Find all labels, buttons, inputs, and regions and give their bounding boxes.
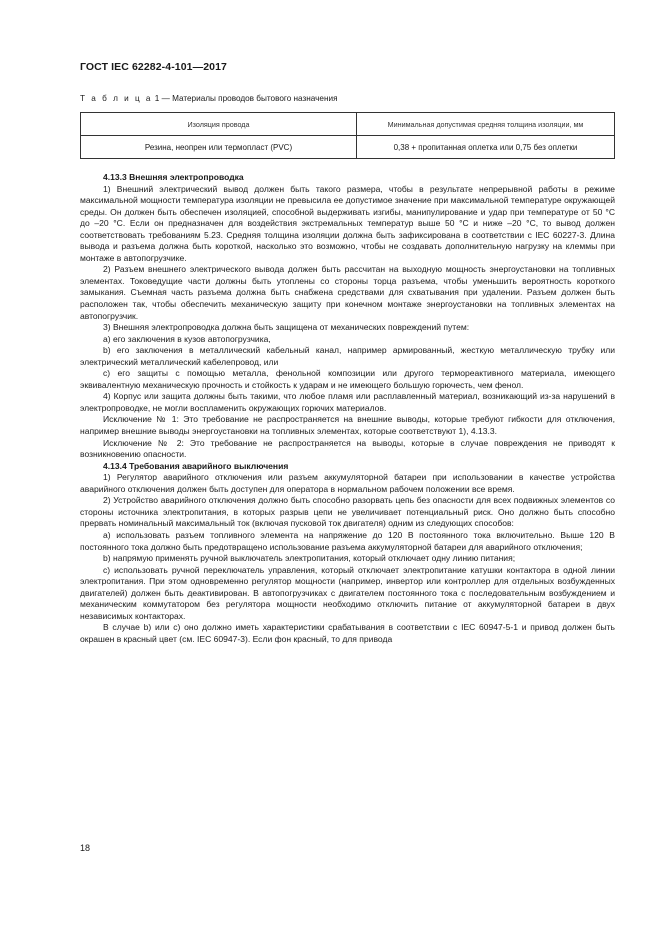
- list-item: a) использовать разъем топливного элемента на напряжение до 120 В постоянного тока включительно. Выше 120 В постоянного тока должно быть предотвращено использование разъема аккумуляторной батареи для аварийного отключения;: [80, 529, 615, 552]
- list-item: b) напрямую применять ручной выключатель электропитания, который отключает одну линию питания;: [103, 553, 516, 564]
- paragraph: 2) Устройство аварийного отключения должно быть способно разорвать цепь без опасности для всех подвижных элементов со стороны источника электропитания, в которых разрыв цепи не увеличивает потенциальный риск. Оно должно быть способно прервать номинальный максимальный ток (включая пусковой ток двигателя) одним из следующих способов:: [80, 495, 615, 529]
- list-item: b) его заключения в металлический кабельный канал, например армированный, жесткую металлическую трубку или электрический металлический кабелепровод, или: [80, 345, 615, 367]
- paragraph: 1) Регулятор аварийного отключения или разъем аккумуляторной батареи при использовании в качестве устройства аварийного отключения должен быть доступен для оператора в нормальном рабочем положении все время.: [80, 472, 615, 494]
- table-cell-thickness: 0,38 + пропитанная оплетка или 0,75 без оплетки: [357, 136, 615, 159]
- table-caption-text: 1 — Материалы проводов бытового назначения: [152, 94, 338, 103]
- paragraph: 3) Внешняя электропроводка должна быть защищена от механических повреждений путем:: [103, 322, 470, 333]
- table-header-row: [81, 113, 615, 136]
- table-caption-prefix: Т а б л и ц а: [80, 94, 153, 103]
- table-row: [81, 136, 615, 159]
- page-number: 18: [80, 843, 91, 853]
- list-item: c) использовать ручной переключатель управления, который отключает электропитание катушки контактора в одной линии электропитания. При этом одновременно регулятор мощности (например, инвертор или контроллер для отдельных возбужденных двигателей) должен быть деактивирован. В автопогрузчиках с двигателем постоянного тока с последовательным возбуждением и механическим коммутатором без регулятора мощности необходимо отключить питание от аккумуляторной батареи в двух независимых контакторах.: [80, 564, 615, 621]
- body-text: [80, 172, 615, 645]
- list-item: a) его заключения в кузов автопогрузчика,: [103, 333, 271, 344]
- section-heading-4-13-4: 4.13.4 Требования аварийного выключения: [103, 460, 289, 471]
- standard-header: ГОСТ IEC 62282-4-101—2017: [80, 61, 227, 73]
- paragraph: 4) Корпус или защита должны быть такими, что любое пламя или расплавленный материал, возникающий из-за нарушений в электропроводке, не могли воспламенить окружающих горючих материалов.: [80, 391, 615, 413]
- exception-paragraph: Исключение № 1: Это требование не распространяется на внешние выводы, которые требуют гибкости для отключения, например внешние выводы энергоустановки на топливных элементах, которые соответствуют 1), 4.13.3.: [80, 414, 615, 437]
- list-item: c) его защиты с помощью металла, фенольной композиции или другого термореактивного материала, имеющего эквивалентную механическую прочность и стойкость к ударам и не имеющего большую горючесть, чем фенол.: [80, 368, 615, 390]
- paragraph: В случае b) или c) оно должно иметь характеристики срабатывания в соответствии с IEC 60947-5-1 и привод должен быть окрашен в красный цвет (см. IEC 60947-3). Если фон красный, то для привода: [80, 622, 615, 644]
- table-cell-material: Резина, неопрен или термопласт (PVC): [81, 136, 357, 159]
- section-heading-4-13-3: 4.13.3 Внешняя электропроводка: [103, 172, 244, 182]
- paragraph: 1) Внешний электрический вывод должен быть такого размера, чтобы в результате непрерывной работы в режиме максимальной мощности температура изоляции не превысила ее допустимое значение при максимальной температуре окружающей среды. Он должен быть обеспечен изоляцией, способной выдерживать изгибы, манипулирование и удар при температуре от 50 °С до –20 °С. Если он предназначен для воздействия экстремальных температур выше 50 °С и ниже –20 °С, то вывод должен соответствовать требованиям 5.23. Средняя толщина изоляции должна быть зафиксирована в соответствии с IEC 60227-3. Длина вывода и разъема должна быть короткой, насколько это возможно, чтобы не создавать дополнительную нагрузку на клеммы при монтаже в автопогрузчике.: [80, 183, 615, 263]
- paragraph: 2) Разъем внешнего электрического вывода должен быть рассчитан на выходную мощность энергоустановки на топливных элементах. Токоведущие части должны быть утоплены со стороны торца разъема, чтобы уменьшить вероятность короткого замыкания. Съемная часть разъема должна быть снабжена средствами для схватывания при удалении. Разъем должен быть расположен так, чтобы обеспечить механическую защиту при конечном монтаже энергоустановки на топливных элементах на автопогрузчик.: [80, 264, 615, 321]
- table-caption: [80, 94, 338, 103]
- table-header-insulation: Изоляция провода: [81, 113, 357, 136]
- materials-table: [80, 112, 615, 159]
- table-header-thickness: Минимальная допустимая средняя толщина изоляции, мм: [357, 113, 615, 136]
- exception-paragraph: Исключение № 2: Это требование не распространяется на выводы, которые в случае повреждения не приводят к возникновению опасности.: [80, 437, 615, 460]
